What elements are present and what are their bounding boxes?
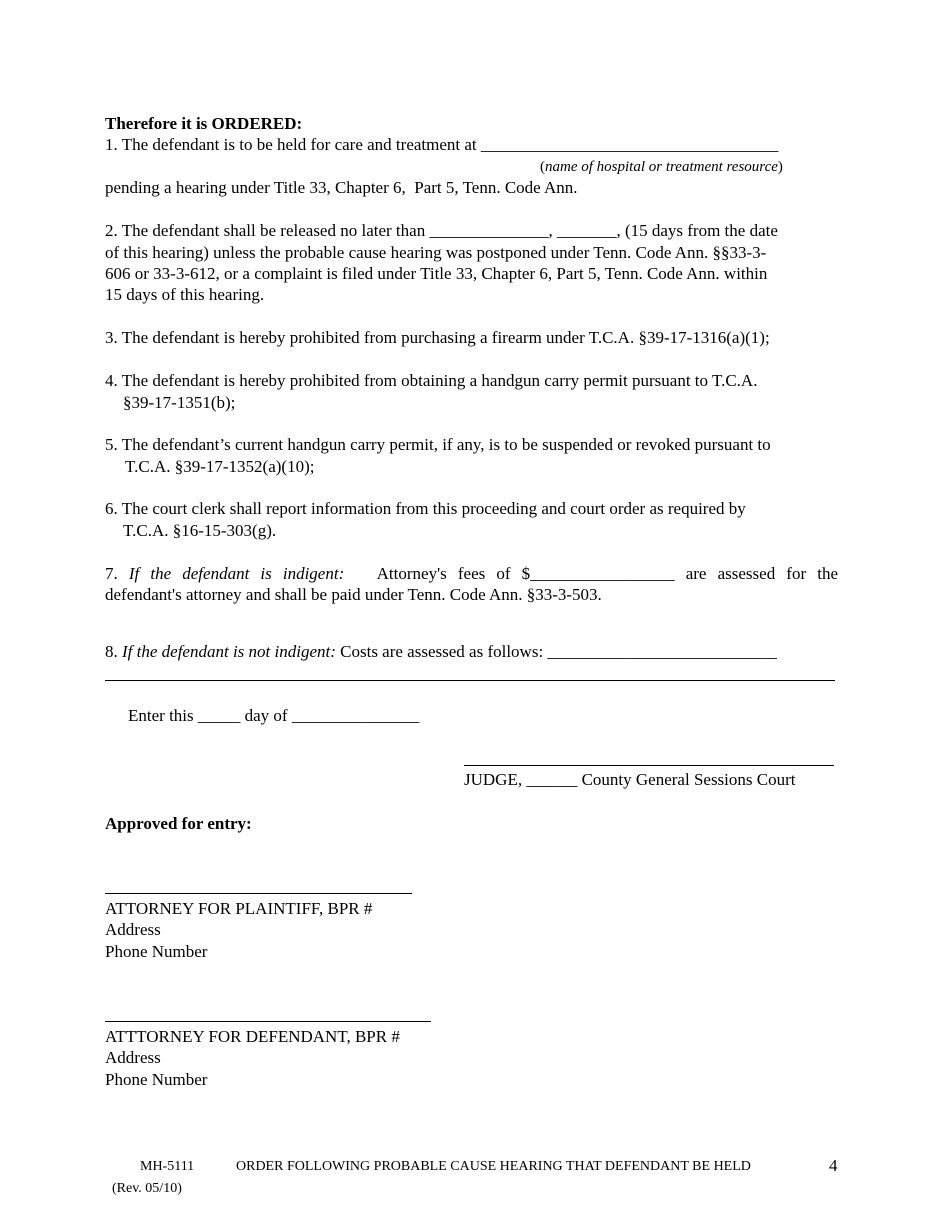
item-8-number: 8. <box>105 642 118 661</box>
item-4-line-2: §39-17-1351(b); <box>123 393 236 412</box>
item-5-line-1: 5. The defendant’s current handgun carry permit, if any, is to be suspended or revoked pursuant to <box>105 435 771 454</box>
item-4-line-1: 4. The defendant is hereby prohibited from obtaining a handgun carry permit pursuant to T.C.A. <box>105 371 758 390</box>
item-2-line-2: of this hearing) unless the probable cause hearing was postponed under Tenn. Code Ann. §§33-3- <box>105 243 767 262</box>
footer-page-number: 4 <box>829 1156 838 1175</box>
item-6-line-1: 6. The court clerk shall report information from this proceeding and court order as required by <box>105 499 746 518</box>
defendant-address: Address <box>105 1048 161 1067</box>
costs-continuation-line <box>105 680 835 681</box>
footer-form-title: ORDER FOLLOWING PROBABLE CAUSE HEARING THAT DEFENDANT BE HELD <box>236 1159 751 1174</box>
plaintiff-attorney-title: ATTORNEY FOR PLAINTIFF, BPR # <box>105 899 373 918</box>
item-1-line-1: 1. The defendant is to be held for care and treatment at ___________________________________ <box>105 135 779 154</box>
item-2-line-3: 606 or 33-3-612, or a complaint is filed under Title 33, Chapter 6, Part 5, Tenn. Code Ann. within <box>105 264 768 283</box>
item-1-caption: (name of hospital or treatment resource) <box>540 159 783 175</box>
item-8-line-1 <box>105 641 777 662</box>
judge-signature-line <box>464 765 834 766</box>
item-7-fees-text: Attorney's fees of $_________________ are assessed for the <box>376 564 839 583</box>
ordered-heading: Therefore it is ORDERED: <box>105 114 303 133</box>
item-7-line-1 <box>105 563 838 584</box>
defendant-attorney-title: ATTTORNEY FOR DEFENDANT, BPR # <box>105 1027 400 1046</box>
defendant-signature-line <box>105 1021 431 1022</box>
item-7-line-2: defendant's attorney and shall be paid under Tenn. Code Ann. §33-3-503. <box>105 585 602 604</box>
hospital-caption-text: name of hospital or treatment resource <box>545 159 778 175</box>
item-7-number: 7. <box>105 564 118 583</box>
approved-heading: Approved for entry: <box>105 814 252 833</box>
item-3: 3. The defendant is hereby prohibited from purchasing a firearm under T.C.A. §39-17-1316(a)(1); <box>105 328 770 347</box>
footer-form-number: MH-5111 <box>140 1159 195 1174</box>
plaintiff-address: Address <box>105 920 161 939</box>
item-1-line-2: pending a hearing under Title 33, Chapter 6, Part 5, Tenn. Code Ann. <box>105 178 578 197</box>
item-8-costs-text: Costs are assessed as follows: ___________________________ <box>340 642 777 661</box>
plaintiff-phone: Phone Number <box>105 942 208 961</box>
judge-label: JUDGE, ______ County General Sessions Court <box>464 770 796 789</box>
item-8-condition: If the defendant is not indigent: <box>122 642 336 661</box>
item-6-line-2: T.C.A. §16-15-303(g). <box>123 521 277 540</box>
item-2-line-4: 15 days of this hearing. <box>105 285 265 304</box>
plaintiff-signature-line <box>105 893 412 894</box>
item-2-line-1: 2. The defendant shall be released no later than ______________, _______, (15 days from the date <box>105 221 778 240</box>
item-5-line-2: T.C.A. §39-17-1352(a)(10); <box>125 457 315 476</box>
item-7-condition: If the defendant is indigent: <box>128 564 345 583</box>
footer-revision: (Rev. 05/10) <box>112 1181 182 1196</box>
entry-date-line: Enter this _____ day of _______________ <box>128 706 420 725</box>
defendant-phone: Phone Number <box>105 1070 208 1089</box>
